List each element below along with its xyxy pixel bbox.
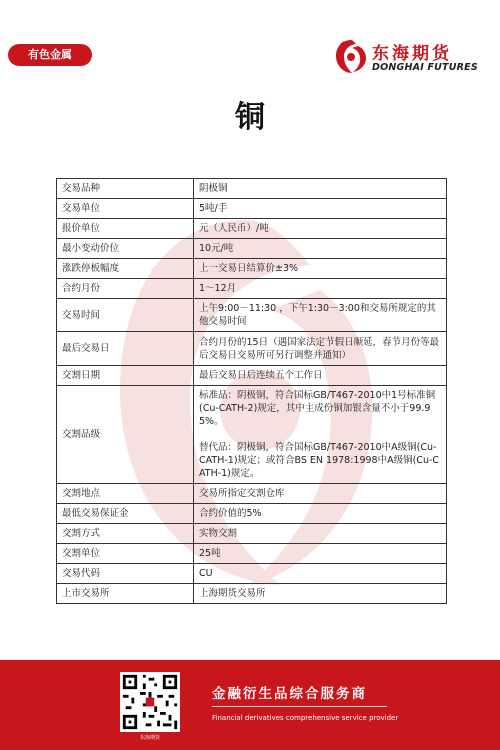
logo-english: DONGHAI FUTURES — [372, 62, 478, 73]
spec-label: 交易代码 — [57, 564, 194, 584]
spec-value — [194, 219, 447, 239]
spec-value-text: 交易所指定交割仓库 — [199, 488, 285, 499]
header — [0, 0, 500, 90]
table-row — [57, 564, 447, 584]
spec-value-text: CU — [199, 568, 213, 579]
spec-value-text: 标准品：阴极铜，符合国标GB/T467-2010中1号标准铜(Cu-CATH-2)规定，其中主成份铜加银含量不小于99.95%。 — [199, 390, 436, 427]
spec-value — [194, 279, 447, 299]
spec-label: 最小变动价位 — [57, 239, 194, 259]
spec-value-text: 10元/吨 — [199, 243, 234, 254]
spec-value-text: 阴极铜 — [199, 183, 228, 194]
spec-label: 交易单位 — [57, 199, 194, 219]
footer — [0, 660, 500, 750]
spec-value — [194, 179, 447, 199]
table-row — [57, 199, 447, 219]
spec-label: 合约月份 — [57, 279, 194, 299]
table-row — [57, 219, 447, 239]
footer-divider — [212, 706, 387, 707]
spec-value — [194, 504, 447, 524]
spec-label: 交易时间 — [57, 299, 194, 332]
spec-label: 上市交易所 — [57, 584, 194, 604]
spec-value — [194, 544, 447, 564]
footer-subtitle: Financial derivatives comprehensive service provider — [212, 714, 399, 722]
spec-value — [194, 564, 447, 584]
spec-value-text: 1～12月 — [199, 283, 237, 294]
table-row — [57, 179, 447, 199]
spec-value — [194, 584, 447, 604]
spec-value-text: 上海期货交易所 — [199, 588, 266, 599]
spec-value-text: 最后交易日后连续五个工作日 — [199, 370, 323, 381]
spec-value — [194, 484, 447, 504]
spec-label: 交割单位 — [57, 544, 194, 564]
spec-value — [194, 299, 447, 332]
spec-value-text: 上午9:00－11:30 ，下午1:30－3:00和交易所规定的其他交易时间 — [199, 303, 436, 327]
spec-value-text: 元（人民币）/吨 — [199, 223, 269, 234]
spec-value-text: 25吨 — [199, 548, 221, 559]
qr-caption: 东海期货 — [139, 735, 160, 741]
spec-value — [194, 259, 447, 279]
spec-value-text: 上一交易日结算价±3% — [199, 263, 299, 274]
contract-spec-table — [56, 178, 447, 604]
table-row — [57, 366, 447, 386]
table-row — [57, 544, 447, 564]
table-row — [57, 386, 447, 484]
table-row — [57, 259, 447, 279]
spec-label: 报价单位 — [57, 219, 194, 239]
qr-code — [120, 672, 180, 732]
spec-label: 交割品级 — [57, 386, 194, 484]
table-row — [57, 332, 447, 366]
table-row — [57, 299, 447, 332]
spec-label: 最低交易保证金 — [57, 504, 194, 524]
table-row — [57, 484, 447, 504]
page-title: 铜 — [235, 100, 265, 135]
spec-label: 交割方式 — [57, 524, 194, 544]
table-row — [57, 504, 447, 524]
spec-value-text: 5吨/手 — [199, 203, 228, 214]
spec-label: 交割地点 — [57, 484, 194, 504]
spec-label: 涨跌停板幅度 — [57, 259, 194, 279]
donghai-logo — [334, 38, 494, 78]
spec-value-text: 合约月份的15日（遇国家法定节假日顺延，春节月份等最后交易日交易所可另行调整并通知） — [199, 336, 440, 361]
spec-value — [194, 332, 447, 366]
spec-value — [194, 386, 447, 484]
table-row — [57, 239, 447, 259]
footer-title: 金融衍生品综合服务商 — [212, 686, 367, 702]
table-row — [57, 279, 447, 299]
qr-code-icon — [120, 672, 180, 732]
spec-value-text: 合约价值的5% — [199, 508, 262, 519]
spec-value — [194, 199, 447, 219]
table-row — [57, 584, 447, 604]
spec-label: 交割日期 — [57, 366, 194, 386]
table-row — [57, 524, 447, 544]
spec-value — [194, 239, 447, 259]
logo-chinese: 东海期货 — [372, 44, 452, 64]
spec-value-text: 替代品：阴极铜，符合国标GB/T467-2010中A级铜(Cu-CATH-1)规定；或符合BS EN 1978:1998中A级铜(Cu-CATH-1)规定。 — [199, 442, 440, 479]
dragon-logo-icon — [334, 38, 368, 76]
spec-value — [194, 524, 447, 544]
spec-value-text: 实物交割 — [199, 528, 238, 539]
spec-value — [194, 366, 447, 386]
category-badge: 有色金属 — [8, 44, 92, 66]
spec-label: 交易品种 — [57, 179, 194, 199]
spec-label: 最后交易日 — [57, 332, 194, 366]
